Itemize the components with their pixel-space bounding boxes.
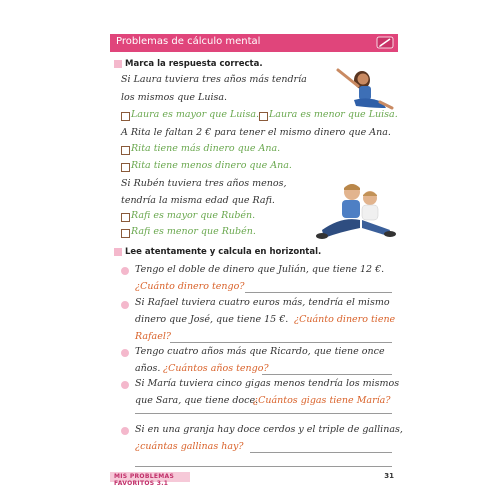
problem-text: Si en una granja hay doce cerdos y el triple de gallinas,: [135, 424, 403, 435]
question-text: Si Rubén tuviera tres años menos,: [121, 178, 287, 189]
section-bullet: [114, 248, 122, 256]
answer-checkbox[interactable]: [121, 146, 130, 155]
answer-option: Rita tiene menos dinero que Ana.: [131, 160, 292, 171]
book-title: MIS PROBLEMAS FAVORITOS 3.1: [114, 473, 175, 487]
problem-bullet: [121, 349, 129, 357]
girl-photo: [332, 62, 398, 112]
answer-line[interactable]: [170, 342, 392, 343]
answer-checkbox[interactable]: [121, 213, 130, 222]
problem-bullet: [121, 301, 129, 309]
answer-option: Laura es menor que Luisa.: [269, 109, 398, 120]
problem-text: Tengo el doble de dinero que Julián, que tiene 12 €.: [135, 264, 385, 275]
problem-question: Rafael?: [135, 331, 171, 342]
problem-text: Si Rafael tuviera cuatro euros más, tendría el mismo: [135, 297, 390, 308]
section-header-bar: [110, 34, 398, 52]
page-title: Problemas de cálculo mental: [116, 36, 261, 47]
answer-checkbox[interactable]: [259, 112, 268, 121]
question-text: Si Laura tuviera tres años más tendría: [121, 74, 307, 85]
problem-text: Tengo cuatro años más que Ricardo, que tiene once: [135, 346, 385, 357]
section-title: Marca la respuesta correcta.: [125, 59, 263, 69]
problem-text: que Sara, que tiene doce.: [135, 395, 259, 406]
answer-checkbox[interactable]: [121, 229, 130, 238]
problem-text: dinero que José, que tiene 15 €.: [135, 314, 289, 325]
answer-line[interactable]: [135, 466, 392, 467]
answer-line[interactable]: [245, 292, 392, 293]
answer-option: Rafi es menor que Rubén.: [131, 226, 256, 237]
problem-bullet: [121, 427, 129, 435]
answer-line[interactable]: [135, 413, 392, 414]
problem-bullet: [121, 267, 129, 275]
answer-checkbox[interactable]: [121, 112, 130, 121]
question-text: los mismos que Luisa.: [121, 92, 228, 103]
section-bullet: [114, 60, 122, 68]
page-footer: [110, 472, 398, 487]
problem-bullet: [121, 381, 129, 389]
problem-question: ¿Cuánto dinero tiene: [294, 314, 396, 325]
question-text: A Rita le faltan 2 € para tener el mismo dinero que Ana.: [121, 127, 391, 138]
problem-question: ¿cuántas gallinas hay?: [135, 441, 244, 452]
section-title: Lee atentamente y calcula en horizontal.: [125, 247, 322, 257]
page-number: 31: [384, 472, 394, 480]
problem-text: años.: [135, 363, 161, 374]
problem-question: ¿Cuántos gigas tiene María?: [253, 395, 391, 406]
problem-text: Si María tuviera cinco gigas menos tendría los mismos: [135, 378, 400, 389]
children-photo: [312, 180, 400, 242]
problem-question: ¿Cuántos años tengo?: [163, 363, 269, 374]
pencil-icon: [376, 36, 394, 49]
answer-option: Rita tiene más dinero que Ana.: [131, 143, 281, 154]
answer-option: Rafi es mayor que Rubén.: [131, 210, 256, 221]
answer-option: Laura es mayor que Luisa.: [131, 109, 260, 120]
answer-line[interactable]: [262, 374, 392, 375]
footer-band: [110, 472, 190, 487]
question-text: tendría la misma edad que Rafi.: [121, 195, 275, 206]
answer-line[interactable]: [250, 452, 392, 453]
problem-question: ¿Cuánto dinero tengo?: [135, 281, 245, 292]
answer-checkbox[interactable]: [121, 163, 130, 172]
